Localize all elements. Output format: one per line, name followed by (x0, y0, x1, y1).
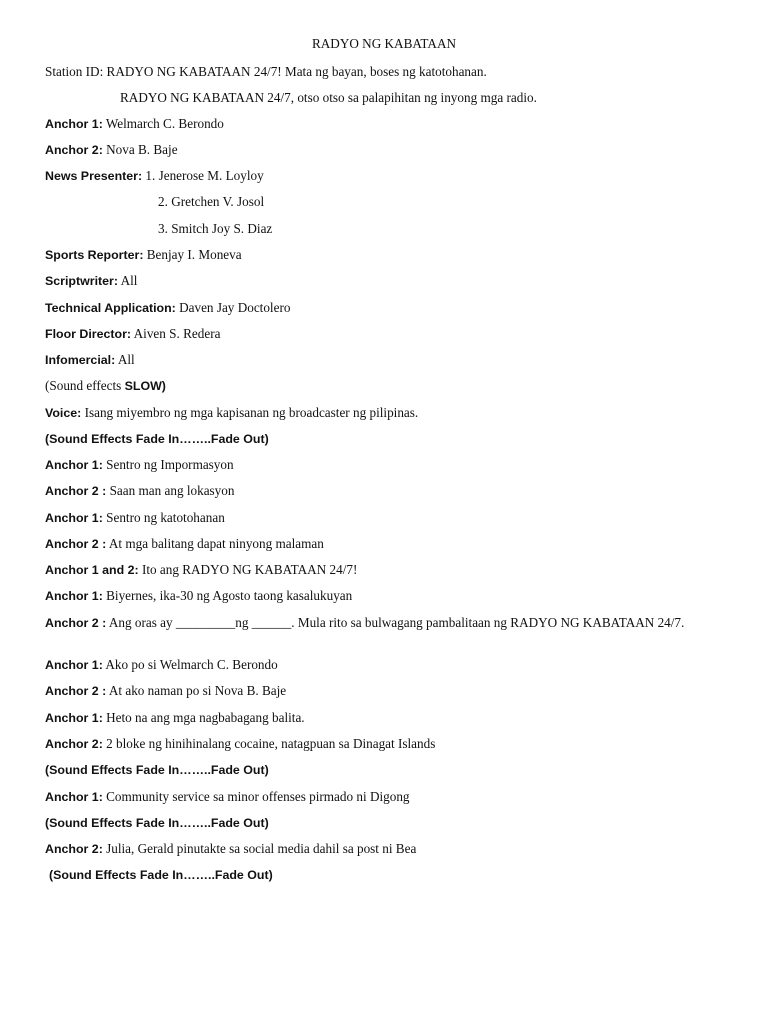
sfx-slow-word: SLOW) (124, 379, 166, 393)
station-id-text: RADYO NG KABATAAN 24/7! Mata ng bayan, boses ng katotohanan. (106, 64, 487, 79)
script-text: At ako naman po si Nova B. Baje (108, 683, 287, 698)
sfx-fade: (Sound Effects Fade In……..Fade Out) (45, 763, 269, 777)
script-line (45, 657, 278, 673)
script-text: Community service sa minor offenses pirmado ni Digong (106, 789, 410, 804)
speaker-label: Anchor 1: (45, 790, 103, 804)
speaker-label: Anchor 1: (45, 458, 103, 472)
speaker-label: Anchor 2 : (45, 684, 107, 698)
credit-label: Anchor 1: (45, 117, 103, 131)
credit-value: Welmarch C. Berondo (105, 116, 224, 131)
script-text: Julia, Gerald pinutakte sa social media dahil sa post ni Bea (106, 841, 417, 856)
credit-value: Daven Jay Doctolero (179, 300, 291, 315)
credit-value: All (117, 352, 135, 367)
script-line (45, 736, 435, 752)
credit-sports-reporter (45, 247, 242, 263)
credit-news-presenter (45, 168, 264, 184)
credit-scriptwriter (45, 273, 137, 289)
credit-news-presenter-3: 3. Smitch Joy S. Diaz (158, 221, 273, 236)
credit-value: Benjay I. Moneva (146, 247, 242, 262)
script-text: Ang oras ay _________ng ______. Mula rito sa bulwagang pambalitaan ng RADYO NG KABATAAN 24/7. (108, 615, 685, 630)
credit-floor-director (45, 326, 220, 342)
script-text: Biyernes, ika-30 ng Agosto taong kasalukuyan (106, 588, 353, 603)
script-line (45, 457, 234, 473)
credit-label: Technical Application: (45, 301, 176, 315)
voice-text: Isang miyembro ng mga kapisanan ng broadcaster ng pilipinas. (84, 405, 419, 420)
speaker-label: Anchor 1 and 2: (45, 563, 139, 577)
speaker-label: Anchor 2 : (45, 484, 107, 498)
sfx-prefix: (Sound effects (45, 378, 125, 393)
script-text: Sentro ng katotohanan (106, 510, 225, 525)
script-line (45, 615, 685, 631)
page-title: RADYO NG KABATAAN (311, 36, 456, 51)
speaker-label: Anchor 2: (45, 737, 103, 751)
credit-value: 1. Jenerose M. Loyloy (145, 168, 264, 183)
sfx-fade: (Sound Effects Fade In……..Fade Out) (45, 432, 269, 446)
credit-label: Infomercial: (45, 353, 116, 367)
script-line (45, 536, 324, 552)
script-line (45, 483, 234, 499)
script-line (45, 683, 286, 699)
credit-label: Sports Reporter: (45, 248, 144, 262)
script-text: Ito ang RADYO NG KABATAAN 24/7! (141, 562, 358, 577)
station-id-line (45, 64, 487, 80)
script-line (45, 789, 410, 805)
speaker-label: Anchor 2 : (45, 616, 107, 630)
speaker-label: Anchor 1: (45, 589, 103, 603)
credit-anchor-2 (45, 142, 178, 158)
credit-label: News Presenter: (45, 169, 143, 183)
script-line (45, 510, 225, 526)
sfx-fade: (Sound Effects Fade In……..Fade Out) (45, 816, 269, 830)
station-id-label: Station ID: (45, 64, 104, 79)
script-line (45, 841, 416, 857)
credit-value: All (120, 273, 138, 288)
sfx-slow (45, 378, 166, 394)
script-text: Sentro ng Impormasyon (106, 457, 234, 472)
credit-label: Floor Director: (45, 327, 132, 341)
script-text: Heto na ang mga nagbabagang balita. (106, 710, 305, 725)
script-text: At mga balitang dapat ninyong malaman (108, 536, 324, 551)
credit-news-presenter-2: 2. Gretchen V. Josol (158, 194, 265, 209)
script-line (45, 588, 352, 604)
speaker-label: Anchor 1: (45, 711, 103, 725)
script-line (45, 562, 357, 578)
credit-technical (45, 300, 290, 316)
script-text: 2 bloke ng hinihinalang cocaine, natagpuan sa Dinagat Islands (106, 736, 436, 751)
sfx-fade: (Sound Effects Fade In……..Fade Out) (49, 868, 273, 882)
credit-label: Anchor 2: (45, 143, 103, 157)
credit-value: Nova B. Baje (106, 142, 178, 157)
credit-label: Scriptwriter: (45, 274, 118, 288)
speaker-label: Anchor 2: (45, 842, 103, 856)
credit-anchor-1 (45, 116, 224, 132)
voice-line (45, 405, 418, 421)
speaker-label: Anchor 1: (45, 511, 103, 525)
voice-label: Voice: (45, 406, 82, 420)
script-text: Saan man ang lokasyon (109, 483, 235, 498)
credit-value: Aiven S. Redera (133, 326, 221, 341)
station-id-line-2: RADYO NG KABATAAN 24/7, otso otso sa palapihitan ng inyong mga radio. (120, 90, 537, 105)
script-text: Ako po si Welmarch C. Berondo (105, 657, 278, 672)
speaker-label: Anchor 1: (45, 658, 103, 672)
credit-infomercial (45, 352, 135, 368)
speaker-label: Anchor 2 : (45, 537, 107, 551)
script-line (45, 710, 305, 726)
